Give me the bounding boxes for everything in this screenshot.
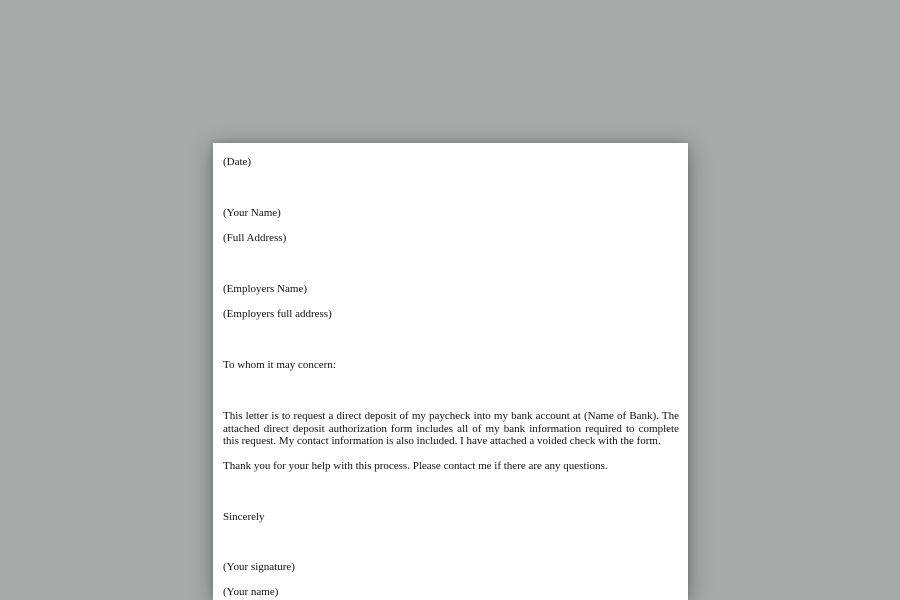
letter-page [213,143,688,600]
closing: Sincerely [223,511,265,523]
date-line: (Date) [223,156,252,168]
body-paragraph-2: Thank you for your help with this process. Please contact me if there are any questions. [223,460,608,472]
signature-line: (Your signature) [223,561,295,573]
employer-address: (Employers full address) [223,308,332,320]
sender-name: (Your Name) [223,207,281,219]
salutation: To whom it may concern: [223,359,336,371]
body-paragraph-1: This letter is to request a direct deposit of my paycheck into my bank account at (Name of Bank). The attached direct deposit authorization form includes all of my bank information required to complete this request. My contact information is also included. I have attached a voided check with the form. [223,410,679,447]
employer-name: (Employers Name) [223,283,307,295]
signed-name: (Your name) [223,586,279,598]
sender-address: (Full Address) [223,232,287,244]
